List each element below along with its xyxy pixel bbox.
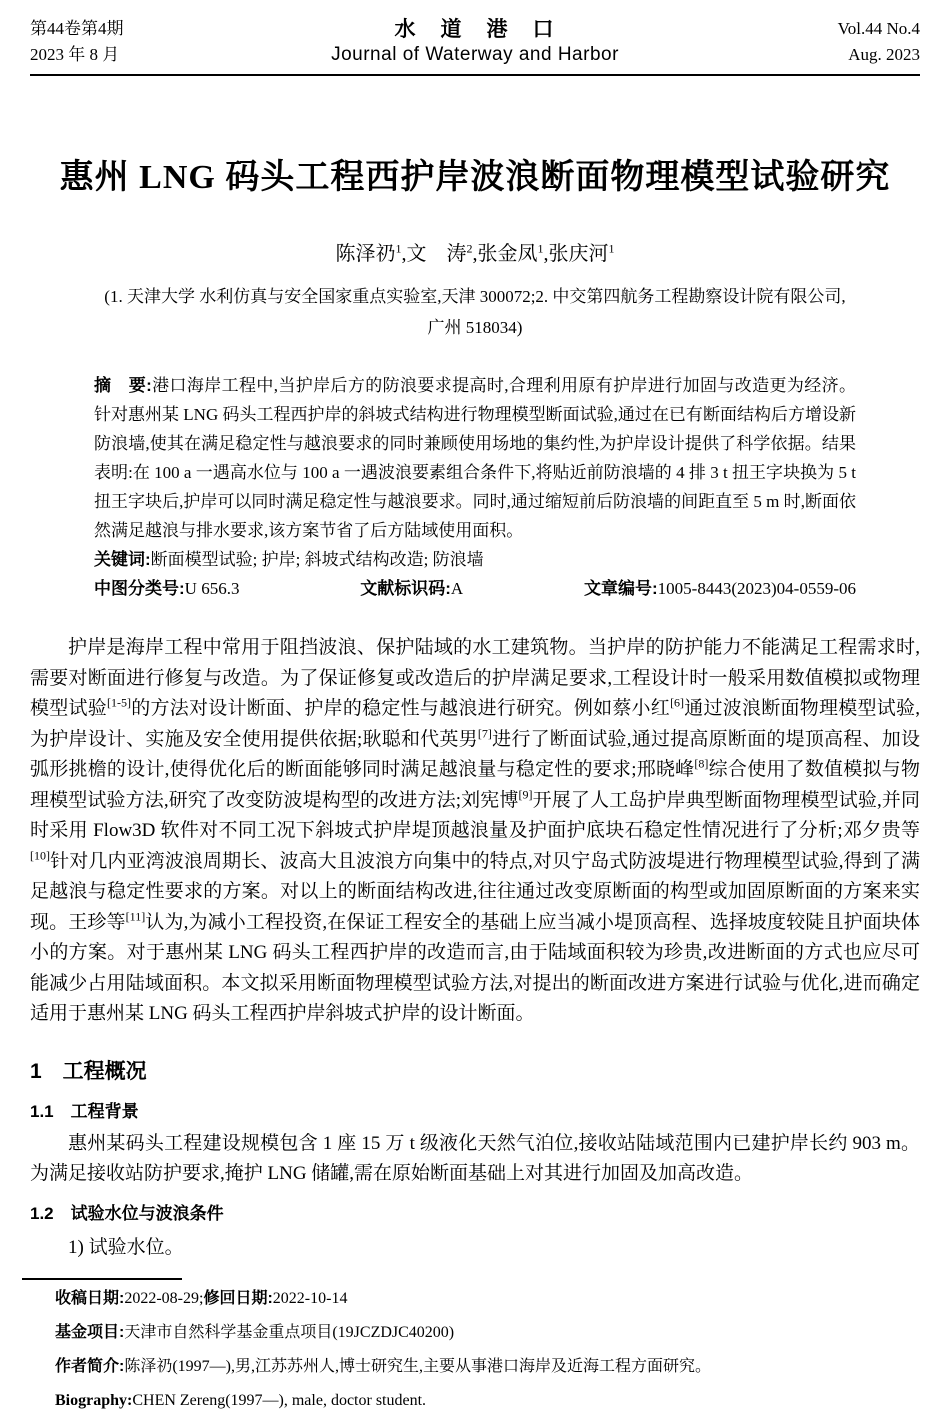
affiliation-line-2: 广州 518034) bbox=[427, 318, 523, 337]
article-id-item bbox=[584, 574, 856, 603]
fund-label: 基金项目: bbox=[55, 1324, 125, 1341]
fund-text: 天津市自然科学基金重点项目(19JCZDJC40200) bbox=[124, 1324, 455, 1341]
keywords-line bbox=[94, 545, 856, 574]
abstract-section bbox=[94, 371, 856, 603]
header-left bbox=[30, 16, 250, 68]
biography-en-line bbox=[30, 1386, 920, 1416]
biography-en-text: CHEN Zereng(1997—), male, doctor student. bbox=[132, 1392, 427, 1409]
article-id-label: 文章编号: bbox=[584, 579, 658, 598]
section-1-2-heading: 1.2 试验水位与波浪条件 bbox=[30, 1203, 224, 1223]
affiliation bbox=[30, 281, 920, 343]
abstract-label: 摘 要: bbox=[94, 376, 152, 395]
received-revised-line bbox=[30, 1284, 920, 1314]
section-1-2-item-1: 1) 试验水位。 bbox=[68, 1236, 184, 1258]
keywords-text: 断面模型试验; 护岸; 斜坡式结构改造; 防浪墙 bbox=[150, 550, 484, 569]
received-label: 收稿日期: bbox=[55, 1290, 125, 1307]
abstract-paragraph bbox=[94, 371, 856, 545]
classification-line bbox=[94, 574, 856, 603]
section-1-heading: 1 工程概况 bbox=[30, 1059, 147, 1083]
fund-line bbox=[30, 1318, 920, 1348]
journal-header bbox=[30, 16, 920, 76]
article-title: 惠州 LNG 码头工程西护岸波浪断面物理模型试验研究 bbox=[59, 159, 891, 196]
section-1-1-paragraph: 惠州某码头工程建设规模包含 1 座 15 万 t 级液化天然气泊位,接收站陆域范围内已建护岸长约 903 m。为满足接收站防护要求,掩护 LNG 储罐,需在原始断面基础上对其进行加固及加高改造。 bbox=[30, 1132, 920, 1184]
revised-label: 修回日期: bbox=[203, 1290, 273, 1307]
section-1-1-heading: 1.1 工程背景 bbox=[30, 1101, 139, 1121]
clc-value: U 656.3 bbox=[184, 579, 240, 598]
affiliation-line-1: (1. 天津大学 水利仿真与安全国家重点实验室,天津 300072;2. 中交第四航务工程勘察设计院有限公司, bbox=[104, 287, 846, 306]
footnote-area bbox=[30, 1278, 920, 1416]
biography-en-label: Biography: bbox=[55, 1392, 133, 1409]
revised-date: 2022-10-14 bbox=[272, 1290, 348, 1307]
biography-cn-text: 陈泽礽(1997—),男,江苏苏州人,博士研究生,主要从事港口海岸及近海工程方面研究。 bbox=[124, 1358, 712, 1375]
volume-issue-cn: 第44卷第4期 bbox=[30, 19, 124, 38]
clc-item bbox=[94, 574, 239, 603]
biography-cn-line bbox=[30, 1352, 920, 1382]
footnote-divider bbox=[22, 1278, 182, 1280]
journal-title-cn: 水 道 港 口 bbox=[394, 17, 556, 41]
authors-line: 陈泽礽$^1$,文 涛$^2$,张金凤$^1$,张庆河$^1$ bbox=[335, 241, 615, 265]
article-id-value: 1005-8443(2023)04-0559-06 bbox=[657, 579, 856, 598]
journal-title-en: Journal of Waterway and Harbor bbox=[331, 44, 619, 65]
publication-date-en: Aug. 2023 bbox=[848, 45, 920, 64]
clc-label: 中图分类号: bbox=[94, 579, 185, 598]
biography-cn-label: 作者简介: bbox=[55, 1358, 125, 1375]
doc-code-value: A bbox=[450, 579, 464, 598]
doc-code-item bbox=[360, 574, 463, 603]
abstract-text: 港口海岸工程中,当护岸后方的防浪要求提高时,合理利用原有护岸进行加固与改造更为经济。针对惠州某 LNG 码头工程西护岸的斜坡式结构进行物理模型断面试验,通过在已有断面结构后方增设新防浪墙,使其在满足稳定性与越浪要求的同时兼顾使用场地的集约性,为护岸设计提供了科学依据。结果表明:在 100 a 一遇高水位与 100 a 一遇波浪要素组合条件下,将贴近前防浪墙的 4 排 3 t 扭王字块换为 5 t 扭王字块后,护岸可以同时满足稳定性与越浪要求。同时,通过缩短前后防浪墙的间距直至 5 m 时,断面依然满足越浪与排水要求,该方案节省了后方陆域使用面积。 bbox=[94, 376, 857, 540]
intro-paragraph: 护岸是海岸工程中常用于阻挡波浪、保护陆域的水工建筑物。当护岸的防护能力不能满足工程需求时,需要对断面进行修复与改造。为了保证修复或改造后的护岸满足要求,工程设计时一般采用数值模拟或物理模型试验[1-5]的方法对设计断面、护岸的稳定性与越浪进行研究。例如蔡小红[6]通过波浪断面物理模型试验,为护岸设计、实施及安全使用提供依据;耿聪和代英男[7]进行了断面试验,通过提高原断面的堤顶高程、加设弧形挑檐的设计,使得优化后的断面能够同时满足越浪量与稳定性的要求;邢晓峰[8]综合使用了数值模拟与物理模型试验方法,研究了改变防波堤构型的改进方法;刘宪博[9]开展了人工岛护岸典型断面物理模型试验,并同时采用 Flow3D 软件对不同工况下斜坡式护岸堤顶越浪量及护面护底块石稳定性情况进行了分析;邓夕贵等[10]针对几内亚湾波浪周期长、波高大且波浪方向集中的特点,对贝宁岛式防波堤进行物理模型试验,得到了满足越浪与稳定性要求的方案。对以上的断面结构改进,往往通过改变原断面的构型或加固原断面的方案来实现。王珍等[11]认为,为减小工程投资,在保证工程安全的基础上应当减小堤顶高程、选择坡度较陡且护面块体小的方案。对于惠州某 LNG 码头工程西护岸的改造而言,由于陆域面积较为珍贵,改进断面的方式也应尽可能减少占用陆域面积。本文拟采用断面物理模型试验方法,对提出的断面改进方案进行试验与优化,进而确定适用于惠州某 LNG 码头工程西护岸斜坡式护岸的设计断面。 bbox=[30, 637, 920, 1024]
publication-date-cn: 2023 年 8 月 bbox=[30, 45, 120, 64]
volume-issue-en: Vol.44 No.4 bbox=[837, 19, 920, 38]
doc-code-label: 文献标识码: bbox=[360, 579, 451, 598]
keywords-label: 关键词: bbox=[94, 550, 151, 569]
header-center bbox=[250, 16, 700, 68]
received-date: 2022-08-29; bbox=[124, 1290, 204, 1307]
header-right bbox=[700, 16, 920, 68]
